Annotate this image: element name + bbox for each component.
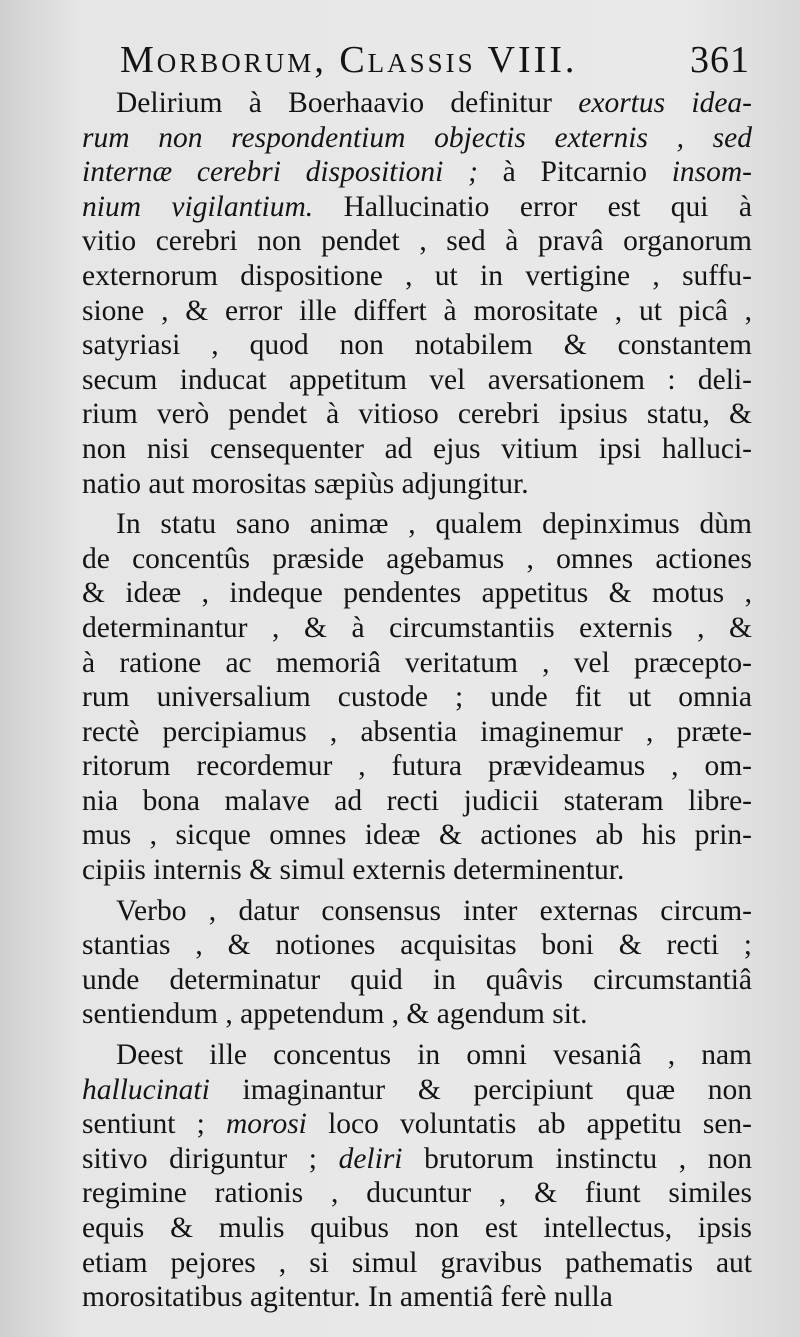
text-run: & ideæ , indeque pendentes appetitus & motus , [82, 577, 752, 610]
running-title: Morborum, Classis VIII. [120, 39, 578, 81]
text-run: natio aut morositas sæpiùs adjungitur. [82, 467, 529, 500]
text-line [82, 542, 752, 577]
italic-text: morosi [226, 1108, 307, 1141]
text-line [82, 259, 752, 294]
text-run: cipiis internis & simul externis determinentur. [82, 854, 625, 887]
text-line [82, 784, 752, 819]
text-line [82, 1073, 752, 1108]
text-line [82, 646, 752, 681]
paragraph [82, 86, 752, 501]
text-line [82, 224, 752, 259]
text-line [82, 432, 752, 467]
text-line [82, 328, 752, 363]
italic-text: exortus idea- [578, 87, 752, 119]
text-line [82, 1176, 752, 1211]
page-body [82, 86, 752, 1315]
text-line [82, 294, 752, 329]
text-run: rium verò pendet à vitioso cerebri ipsius statu, & [82, 398, 752, 431]
text-line [82, 507, 752, 542]
text-run: brutorum instinctu , non [402, 1142, 752, 1175]
italic-text: rum non respondentium objectis externis , sed [82, 121, 752, 154]
text-run: loco voluntatis ab appetitu sen- [306, 1108, 752, 1141]
text-run: sione , & error ille differt à morositate , ut picâ , [82, 294, 752, 327]
text-run: imaginantur & percipiunt quæ non [209, 1073, 752, 1106]
italic-text: internæ cerebri dispositioni ; [82, 156, 478, 189]
text-run: de concentûs præside agebamus , omnes actiones [82, 542, 752, 575]
text-run: Hallucinatio error est qui à [313, 190, 752, 223]
text-run: Deest ille concentus in omni vesaniâ , nam [116, 1039, 752, 1072]
text-run: unde determinatur quid in quâvis circumstantiâ [82, 963, 752, 996]
text-run: regimine rationis , ducuntur , & fiunt similes [82, 1177, 752, 1210]
text-run: nia bona malave ad recti judicii stateram libre- [82, 784, 752, 817]
text-run: à ratione ac memoriâ veritatum , vel præcepto- [82, 646, 752, 679]
text-line [82, 121, 752, 156]
text-line [82, 928, 752, 963]
text-run: mus , sicque omnes ideæ & actiones ab his prin- [82, 819, 752, 852]
text-line [82, 1246, 752, 1281]
text-line [82, 363, 752, 398]
text-run: Delirium à Boerhaavio definitur [116, 87, 579, 119]
text-run: In statu sano animæ , qualem depinximus dùm [116, 508, 752, 541]
text-run: stantias , & notiones acquisitas boni & recti ; [82, 929, 752, 962]
text-line [82, 680, 752, 715]
text-run: sitivo diriguntur ; [82, 1142, 339, 1175]
text-line [82, 86, 752, 121]
text-line [82, 1211, 752, 1246]
text-line [82, 749, 752, 784]
text-line [82, 853, 752, 888]
paragraph [82, 894, 752, 1032]
text-line [82, 155, 752, 190]
text-run: sentiendum , appetendum , & agendum sit. [82, 998, 588, 1031]
italic-text: insom- [671, 156, 752, 189]
text-run: etiam pejores , si simul gravibus pathematis aut [82, 1246, 752, 1279]
paragraph [82, 1038, 752, 1315]
text-run: rectè percipiamus , absentia imaginemur , præte- [82, 715, 752, 748]
text-line [82, 397, 752, 432]
text-line [82, 1038, 752, 1073]
text-line [82, 190, 752, 225]
paragraph [82, 507, 752, 888]
text-line [82, 715, 752, 750]
text-run: à Pitcarnio [477, 156, 672, 189]
text-line [82, 1107, 752, 1142]
text-run: sentiunt ; [82, 1108, 226, 1141]
text-line [82, 467, 752, 502]
italic-text: deliri [338, 1142, 403, 1175]
text-line [82, 963, 752, 998]
text-line [82, 997, 752, 1032]
text-run: determinantur , & à circumstantiis externis , & [82, 611, 752, 644]
text-run: equis & mulis quibus non est intellectus, ipsis [82, 1212, 752, 1244]
text-run: morositatibus agitentur. In amentiâ ferè nulla [82, 1281, 613, 1314]
text-run: secum inducat appetitum vel aversationem : deli- [82, 363, 752, 396]
text-line [82, 1142, 752, 1177]
page-number: 361 [690, 39, 750, 81]
text-line [82, 1280, 752, 1315]
text-run: ritorum recordemur , futura prævideamus , om- [82, 750, 752, 783]
text-run: satyriasi , quod non notabilem & constantem [82, 329, 752, 362]
text-run: externorum dispositione , ut in vertigine , suffu- [82, 259, 752, 292]
text-line [82, 818, 752, 853]
text-run: rum universalium custode ; unde fit ut omnia [82, 681, 752, 714]
text-run: vitio cerebri non pendet , sed à pravâ organorum [82, 225, 752, 258]
text-line [82, 576, 752, 611]
running-header [120, 38, 752, 82]
italic-text: nium vigilantium. [82, 190, 314, 223]
italic-text: hallucinati [82, 1073, 210, 1106]
text-line [82, 611, 752, 646]
text-run: Verbo , datur consensus inter externas circum- [116, 894, 752, 927]
text-run: non nisi censequenter ad ejus vitium ipsi halluci- [82, 432, 752, 465]
text-line [82, 894, 752, 929]
